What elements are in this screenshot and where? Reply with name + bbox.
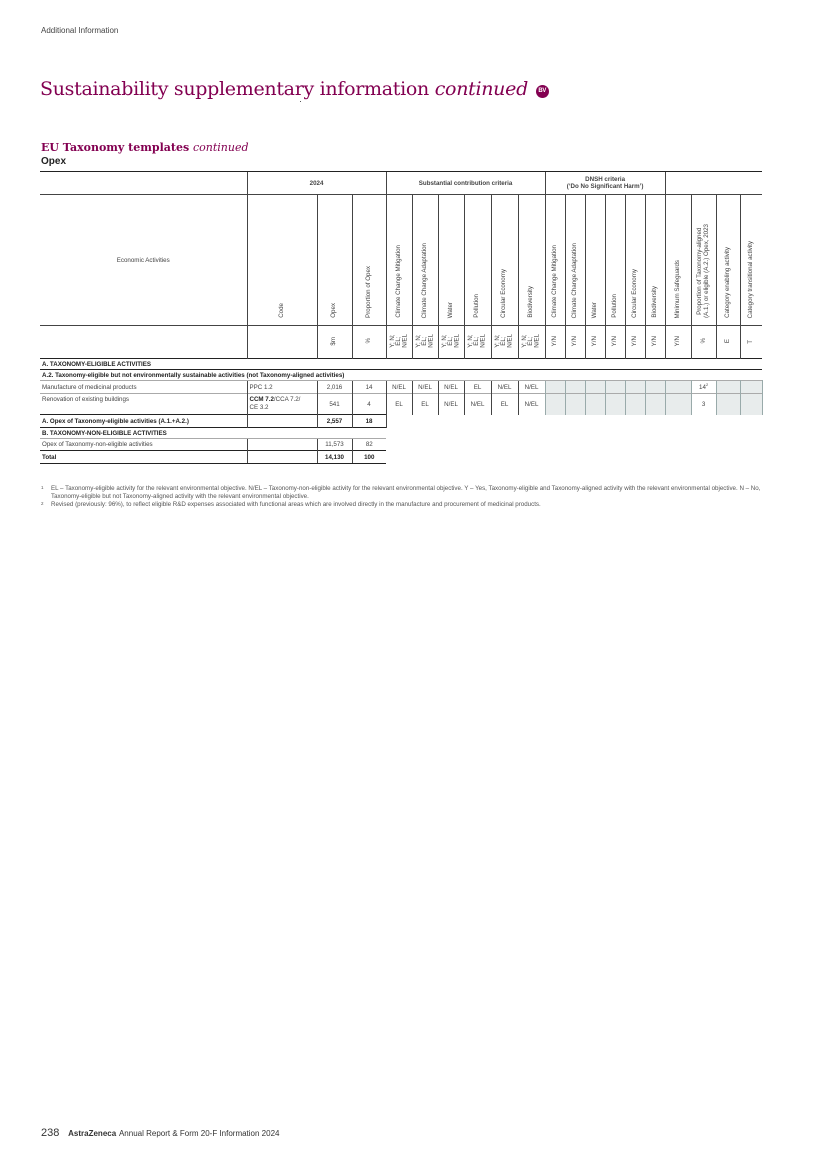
row-sc-value: N/EL: [464, 394, 491, 415]
header-sc-adaptation: Climate Change Adaptation: [420, 242, 428, 318]
total-opex: 14,130: [317, 451, 352, 464]
header-dnsh-circular: Circular Economy: [630, 269, 638, 318]
total-a-row: [40, 415, 762, 428]
row-dnsh-empty: [545, 394, 565, 415]
non-eligible-opex: 11,573: [317, 439, 352, 451]
row-transitional-empty: [740, 381, 762, 394]
row-sc-value: N/EL: [438, 381, 464, 394]
unit-sc: Y; N; EL; N/EL: [388, 334, 409, 348]
row-sc-value: N/EL: [518, 394, 545, 415]
row-min-safeguards-empty: [665, 394, 691, 415]
header-enabling: Category enabling activity: [723, 247, 731, 318]
unit-proportion: %: [364, 338, 372, 344]
row-activity: Manufacture of medicinal products: [40, 381, 247, 394]
row-enabling-empty: [716, 381, 740, 394]
header-opex: Opex: [330, 303, 338, 318]
unit-sc: Y; N; EL; N/EL: [414, 334, 435, 348]
row-sc-value: N/EL: [412, 381, 438, 394]
row-proportion: 14: [352, 381, 386, 394]
header-sc-water: Water: [446, 301, 454, 318]
footnotes: [41, 485, 761, 510]
row-code: CCM 7.2/CCA 7.2/ CE 3.2: [247, 394, 317, 415]
group-2024: 2024: [247, 172, 386, 195]
row-dnsh-empty: [565, 381, 585, 394]
row-transitional-empty: [740, 394, 762, 415]
company-name: AstraZeneca: [68, 1129, 117, 1138]
section-b-label: B. TAXONOMY-NON-ELIGIBLE ACTIVITIES: [40, 428, 386, 439]
unit-dnsh: Y/N: [550, 335, 558, 347]
non-eligible-proportion: 82: [352, 439, 386, 451]
row-opex: 2,016: [317, 381, 352, 394]
row-code: PPC 1.2: [247, 381, 317, 394]
total-proportion: 100: [352, 451, 386, 464]
group-header-row: [40, 172, 762, 195]
column-header-row: [40, 195, 762, 326]
subsection-title-continued: continued: [193, 141, 249, 154]
section-b-row: [40, 428, 762, 439]
unit-min-safeguards: Y/N: [674, 335, 681, 347]
unit-sc: Y; N; EL; N/EL: [494, 334, 514, 348]
units-row: [40, 326, 762, 359]
row-enabling-empty: [716, 394, 740, 415]
row-prop-aligned: $14^2$: [691, 381, 716, 394]
unit-enabling: E: [724, 339, 731, 344]
stray-dot: [300, 101, 301, 102]
opex-taxonomy-table: [40, 171, 763, 464]
unit-dnsh: Y/N: [570, 335, 578, 347]
page-title: [40, 78, 549, 100]
header-sc-mitigation: Climate Change Mitigation: [394, 245, 402, 318]
row-sc-value: EL: [412, 394, 438, 415]
group-dnsh: DNSH criteria (‘Do No Significant Harm’): [545, 172, 665, 195]
page-title-main: Sustainability supplementary information: [40, 78, 429, 100]
header-min-safeguards: Minimum Safeguards: [673, 259, 681, 318]
unit-sc: Y; N; EL; N/EL: [467, 334, 487, 348]
non-eligible-row: [40, 439, 762, 451]
row-dnsh-empty: [585, 381, 605, 394]
row-sc-value: EL: [491, 394, 518, 415]
row-dnsh-empty: [605, 394, 625, 415]
header-prop-aligned: Proportion of Taxonomy-aligned (A.1.) or eligible (A.2.) Opex, 2023: [695, 224, 710, 318]
row-opex: 541: [317, 394, 352, 415]
header-dnsh-mitigation: Climate Change Mitigation: [550, 245, 558, 318]
section-a2-label: A.2. Taxonomy-eligible but not environmentally sustainable activities (not Taxonomy-aligned activities): [40, 370, 762, 381]
header-sc-circular: Circular Economy: [500, 269, 508, 318]
row-dnsh-empty: [625, 394, 645, 415]
unit-transitional: T: [747, 339, 755, 344]
section-label: Additional Information: [41, 26, 119, 35]
header-economic-activities: Economic Activities: [40, 195, 247, 326]
header-dnsh-water: Water: [590, 301, 598, 318]
header-sc-biodiversity: Biodiversity: [527, 286, 535, 318]
section-a2-row: [40, 370, 762, 381]
unit-dnsh: Y/N: [590, 335, 598, 347]
group-substantial-contribution: Substantial contribution criteria: [386, 172, 545, 195]
table-row: [40, 381, 762, 394]
unit-sc: Y; N; EL; N/EL: [440, 334, 461, 348]
section-a-row: [40, 359, 762, 370]
subsection-title-main: EU Taxonomy templates: [41, 141, 190, 154]
row-dnsh-empty: [545, 381, 565, 394]
footnote: 1 EL – Taxonomy-eligible activity for the relevant environmental objective. N/EL – Taxonomy-non-eligible activity for the relevant environmental objective. Y – Yes, Taxonomy-eligible and Taxonomy-aligned activity with the relevant environmental objective. N – No, Taxonomy-eligible but not Taxonomy-aligned activity with the relevant environmental objective.: [41, 485, 761, 501]
header-dnsh-pollution: Pollution: [610, 294, 618, 318]
page-number: 238: [41, 1127, 60, 1139]
subsection-title: [41, 141, 249, 154]
unit-dnsh: Y/N: [610, 335, 618, 347]
row-sc-value: N/EL: [386, 381, 412, 394]
total-row: [40, 451, 762, 464]
row-dnsh-empty: [625, 381, 645, 394]
header-dnsh-adaptation: Climate Change Adaptation: [570, 242, 578, 318]
bv-badge-icon: BV: [536, 85, 549, 98]
total-label: Total: [40, 451, 247, 464]
header-sc-pollution: Pollution: [473, 294, 481, 318]
non-eligible-label: Opex of Taxonomy-non-eligible activities: [40, 439, 247, 451]
row-dnsh-empty: [645, 381, 665, 394]
unit-dnsh: Y/N: [651, 335, 658, 347]
row-sc-value: N/EL: [518, 381, 545, 394]
page-footer: [41, 1127, 279, 1139]
table-row: [40, 394, 762, 415]
total-a-opex: 2,557: [317, 415, 352, 428]
row-activity: Renovation of existing buildings: [40, 394, 247, 415]
header-proportion: Proportion of Opex: [364, 266, 372, 318]
row-sc-value: N/EL: [491, 381, 518, 394]
row-dnsh-empty: [565, 394, 585, 415]
row-sc-value: EL: [464, 381, 491, 394]
row-proportion: 4: [352, 394, 386, 415]
row-prop-aligned: 3: [691, 394, 716, 415]
table-title: Opex: [41, 156, 67, 167]
row-sc-value: EL: [386, 394, 412, 415]
row-dnsh-empty: [605, 381, 625, 394]
total-a-proportion: 18: [352, 415, 386, 428]
header-code: Code: [277, 303, 285, 318]
unit-prop-aligned: %: [699, 338, 707, 344]
document-name: Annual Report & Form 20-F Information 2024: [118, 1129, 280, 1138]
header-transitional: Category transitional activity: [746, 240, 754, 318]
row-dnsh-empty: [585, 394, 605, 415]
total-a-label: A. Opex of Taxonomy-eligible activities (A.1.+A.2.): [40, 415, 247, 428]
row-sc-value: N/EL: [438, 394, 464, 415]
footnote: 2 Revised (previously: 96%), to reflect eligible R&D expenses associated with functional areas which are involved directly in the manufacture and procurement of medicinal products.: [41, 501, 541, 509]
unit-dnsh: Y/N: [630, 335, 638, 347]
unit-opex: $m: [330, 336, 338, 346]
unit-sc: Y; N; EL; N/EL: [521, 334, 541, 348]
page-title-continued: continued: [434, 78, 528, 100]
header-dnsh-biodiversity: Biodiversity: [650, 286, 658, 318]
row-min-safeguards-empty: [665, 381, 691, 394]
row-dnsh-empty: [645, 394, 665, 415]
section-a-label: A. TAXONOMY-ELIGIBLE ACTIVITIES: [40, 359, 762, 370]
